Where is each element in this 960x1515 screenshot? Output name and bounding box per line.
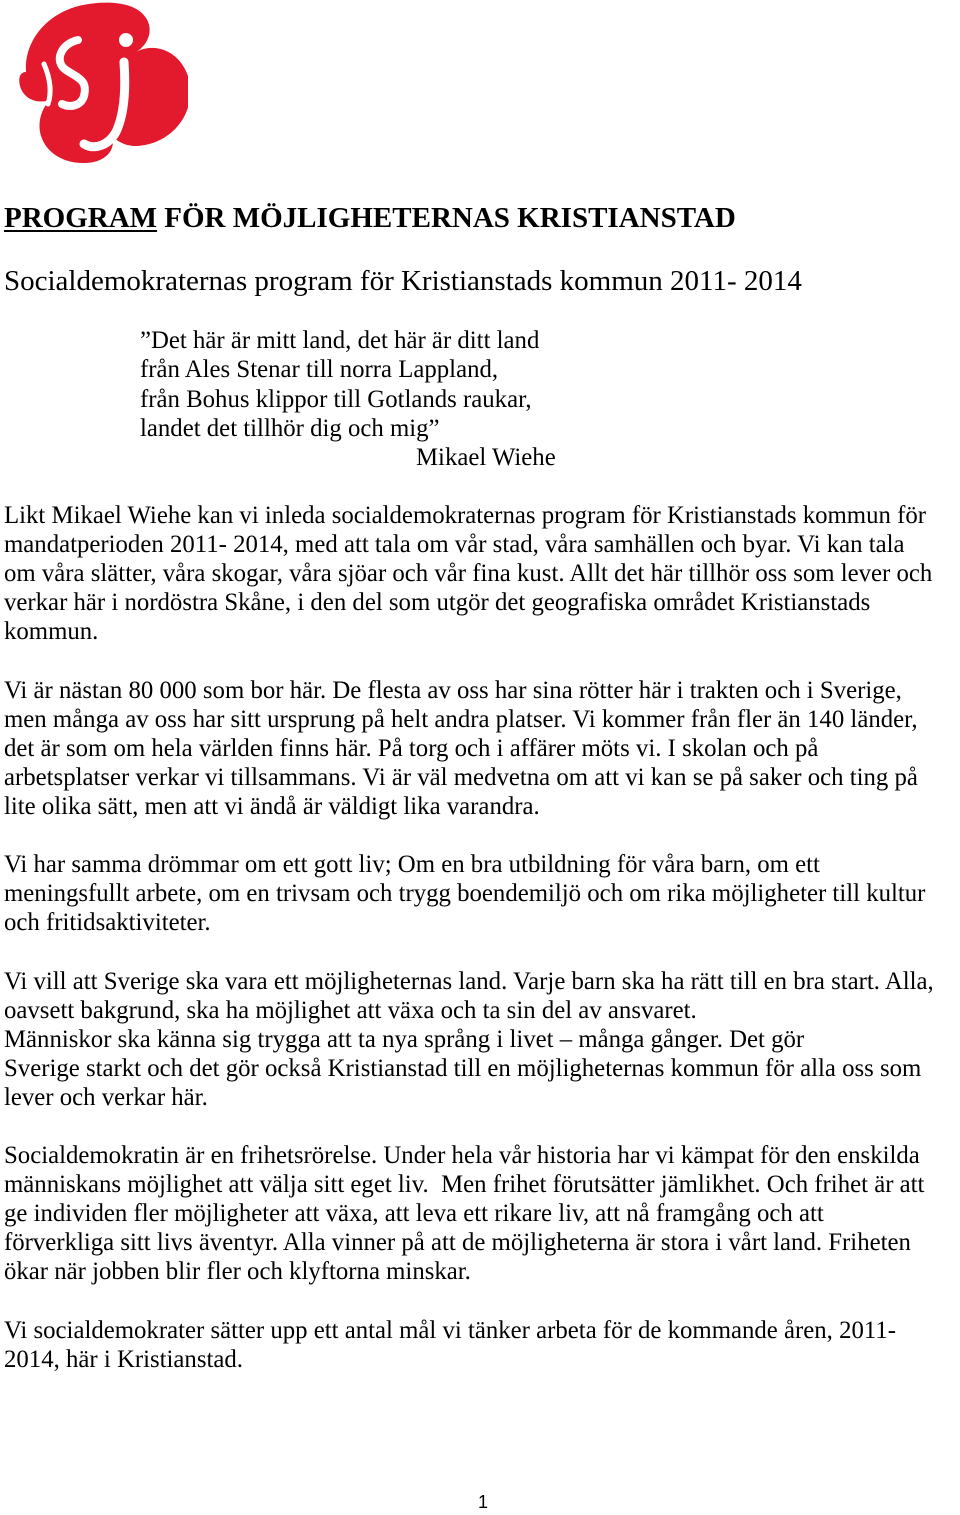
paragraph-line: lever och verkar här. xyxy=(4,1083,208,1111)
paragraph-line: Sverige starkt och det gör också Kristianstad till en möjligheternas kommun för alla oss som xyxy=(4,1054,922,1082)
paragraph-line: Vi socialdemokrater sätter upp ett antal mål vi tänker arbeta för de kommande åren, 2011- xyxy=(4,1316,896,1344)
paragraph-line: meningsfullt arbete, om en trivsam och trygg boendemiljö och om rika möjligheter till kultur xyxy=(4,880,926,908)
logo-white-dot xyxy=(119,33,133,47)
paragraph-line: mandatperioden 2011- 2014, med att tala om vår stad, våra samhällen och byar. Vi kan tala xyxy=(4,531,905,559)
poem-line: från Bohus klippor till Gotlands raukar, xyxy=(140,385,532,413)
paragraph-line: arbetsplatser verkar vi tillsammans. Vi är väl medvetna om att vi kan se på saker och ting på xyxy=(4,763,918,791)
logo-rose-shape xyxy=(19,3,188,163)
paragraph-line: Socialdemokratin är en frihetsrörelse. Under hela vår historia har vi kämpat för den enskilda xyxy=(4,1142,920,1170)
title-underlined-word: PROGRAM xyxy=(4,202,158,234)
poem-line: landet det tillhör dig och mig” xyxy=(140,414,440,442)
poem-lines xyxy=(140,326,556,443)
paragraph-line: Vi vill att Sverige ska vara ett möjligheternas land. Varje barn ska ha rätt till en bra start. Alla, xyxy=(4,967,934,995)
poem-line: från Ales Stenar till norra Lappland, xyxy=(140,356,499,384)
paragraph-line: oavsett bakgrund, ska ha möjlighet att växa och ta sin del av ansvaret. xyxy=(4,996,697,1024)
paragraph-line: ge individen fler möjligheter att växa, att leva ett rikare liv, att nå framgång och att xyxy=(4,1200,824,1228)
paragraph-line: människans möjlighet att välja sitt eget liv. Men frihet förutsätter jämlikhet. Och frihet är att xyxy=(4,1171,925,1199)
paragraph-line: kommun. xyxy=(4,618,99,646)
title-rest: FÖR MÖJLIGHETERNAS KRISTIANSTAD xyxy=(157,202,736,234)
paragraph-line: Människor ska känna sig trygga att ta nya språng i livet – många gånger. Det gör xyxy=(4,1025,805,1053)
body-paragraph xyxy=(4,676,934,821)
document-subtitle: Socialdemokraternas program för Kristianstads kommun 2011- 2014 xyxy=(4,265,802,297)
body-paragraph xyxy=(4,1316,934,1374)
paragraph-line: Vi har samma drömmar om ett gott liv; Om en bra utbildning för våra barn, om ett xyxy=(4,851,820,879)
body-paragraph xyxy=(4,850,934,937)
page-number: 1 xyxy=(477,1492,488,1512)
paragraph-line: det är som om hela världen finns här. På torg och i affärer möts vi. I skolan och på xyxy=(4,734,819,762)
body-text xyxy=(4,501,934,1403)
poem-quote xyxy=(140,326,556,472)
paragraph-line: förverkliga sitt livs äventyr. Alla vinner på att de möjligheterna är stora i vårt land. Friheten xyxy=(4,1229,911,1257)
paragraph-line: Vi är nästan 80 000 som bor här. De flesta av oss har sina rötter här i trakten och i Sverige, xyxy=(4,676,902,704)
paragraph-line: lite olika sätt, men att vi ändå är väldigt lika varandra. xyxy=(4,792,540,820)
body-paragraph xyxy=(4,1141,934,1286)
body-paragraph xyxy=(4,967,934,1112)
paragraph-line: Likt Mikael Wiehe kan vi inleda socialdemokraternas program för Kristianstads kommun för xyxy=(4,502,926,529)
document-title xyxy=(4,201,736,235)
poem-author: Mikael Wiehe xyxy=(416,444,556,471)
paragraph-line: verkar här i nordöstra Skåne, i den del som utgör det geografiska området Kristianstads xyxy=(4,589,871,617)
poem-line: ”Det här är mitt land, det här är ditt land xyxy=(140,327,540,354)
paragraph-line: 2014, här i Kristianstad. xyxy=(4,1345,243,1373)
body-paragraph xyxy=(4,501,934,646)
paragraph-line: och fritidsaktiviteter. xyxy=(4,909,211,937)
paragraph-line: om våra slätter, våra skogar, våra sjöar och vår fina kust. Allt det här tillhör oss som lever och xyxy=(4,560,933,588)
rose-logo-icon xyxy=(8,0,188,165)
paragraph-line: men många av oss har sitt ursprung på helt andra platser. Vi kommer från fler än 140 länder, xyxy=(4,705,918,733)
paragraph-line: ökar när jobben blir fler och klyftorna minskar. xyxy=(4,1258,471,1286)
